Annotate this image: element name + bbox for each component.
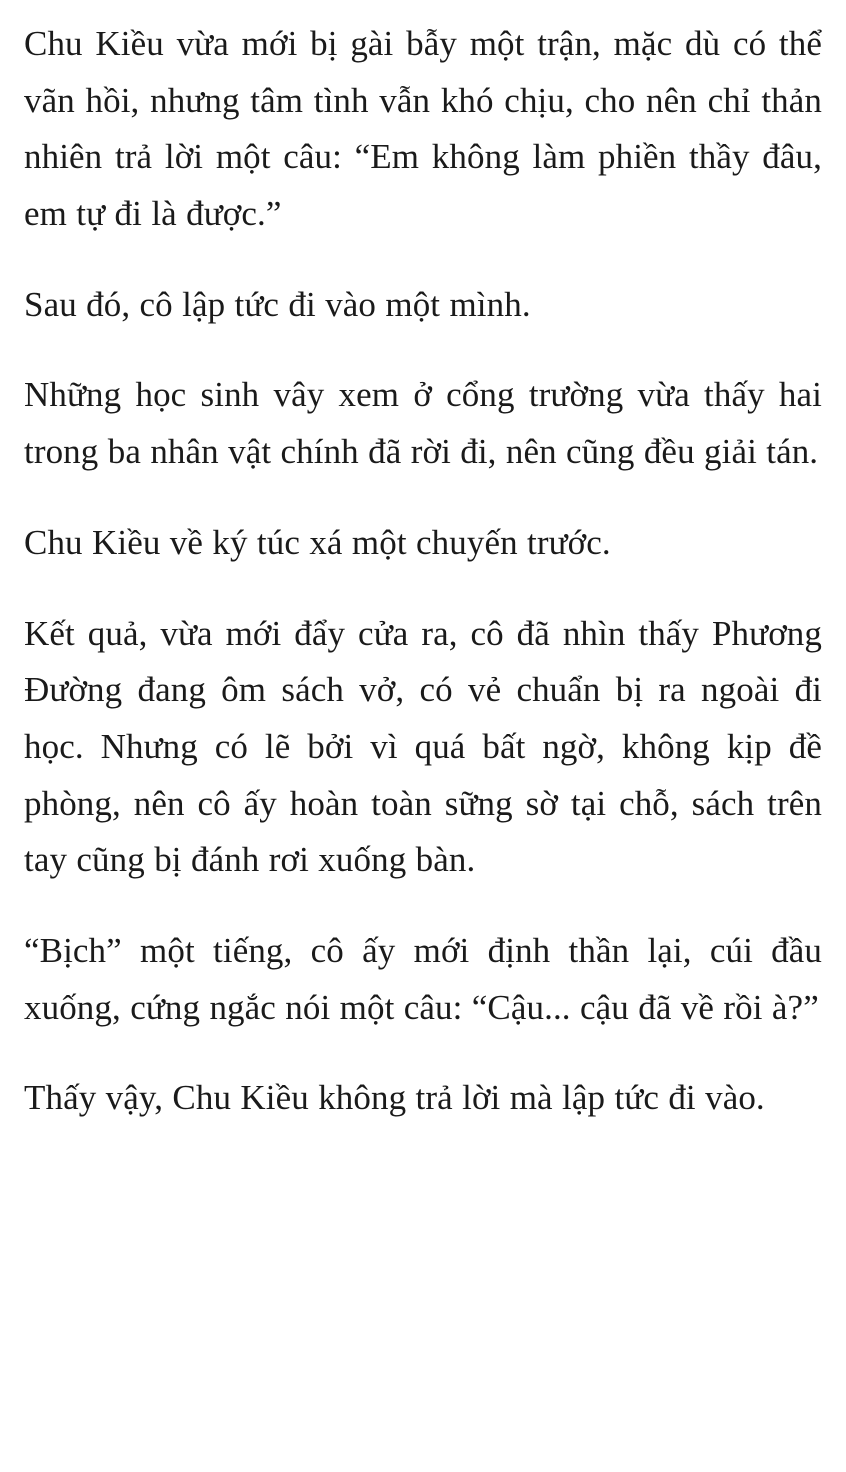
story-paragraph: Chu Kiều vừa mới bị gài bẫy một trận, mặc dù có thể vãn hồi, nhưng tâm tình vẫn khó chịu, cho nên chỉ thản nhiên trả lời một câu: “Em không làm phiền thầy đâu, em tự đi là được.” (24, 24, 822, 234)
story-paragraph: Sau đó, cô lập tức đi vào một mình. (24, 284, 531, 324)
story-paragraph: Thấy vậy, Chu Kiều không trả lời mà lập tức đi vào. (24, 1078, 765, 1118)
story-paragraph: Chu Kiều về ký túc xá một chuyến trước. (24, 522, 611, 562)
story-paragraph: Kết quả, vừa mới đẩy cửa ra, cô đã nhìn thấy Phương Đường đang ôm sách vở, có vẻ chuẩn bị ra ngoài đi học. Nhưng có lẽ bởi vì quá bất ngờ, không kịp đề phòng, nên cô ấy hoàn toàn sững sờ tại chỗ, sách trên tay cũng bị đánh rơi xuống bàn. (24, 613, 822, 880)
story-paragraph: Những học sinh vây xem ở cổng trường vừa thấy hai trong ba nhân vật chính đã rời đi, nên cũng đều giải tán. (24, 375, 822, 472)
story-paragraph: “Bịch” một tiếng, cô ấy mới định thần lại, cúi đầu xuống, cứng ngắc nói một câu: “Cậu... cậu đã về rồi à?” (24, 930, 822, 1027)
